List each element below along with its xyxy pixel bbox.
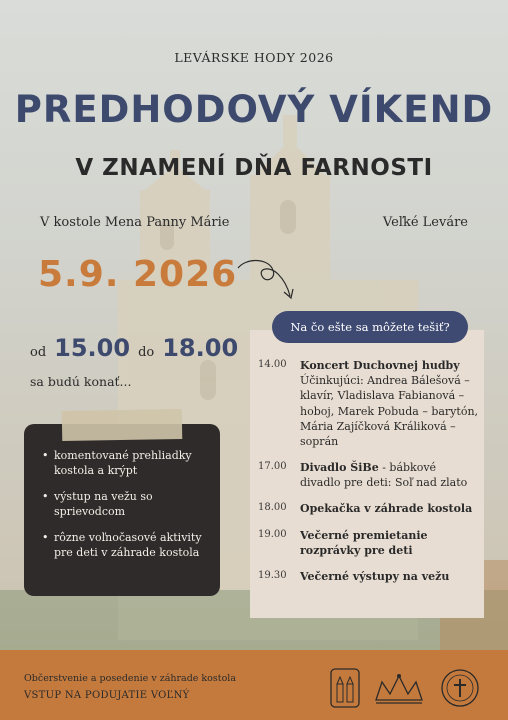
church-name: V kostole Mena Panny Márie [40,215,230,230]
schedule-time: 14.00 [258,359,287,370]
footer-bar [0,650,508,720]
schedule-item [258,528,480,558]
schedule-detail: Účinkujúci: Andrea Bálešová – klavír, Vladislava Fabianová – hoboj, Marek Pobuda – barytón, Mária Zajíčková Králiková – soprán [300,374,479,448]
time-to-label: do [138,345,155,360]
schedule-time: 19.30 [258,569,287,581]
schedule-heading: Na čo ešte sa môžete tešiť? [272,311,468,343]
schedule-title: Večerné premietanie rozprávky pre deti [300,528,428,557]
time-range [30,334,238,362]
schedule-item [258,358,480,449]
time-note: sa budú konať... [30,374,132,389]
schedule-time: 19.00 [258,528,287,540]
time-to: 18.00 [162,334,239,362]
event-date: 5.9. 2026 [38,254,238,295]
schedule-title: Divadlo ŠiBe [300,461,379,475]
activities-box [24,424,220,596]
schedule-item [258,501,480,516]
schedule-item [258,460,480,490]
footer-entry: VSTUP NA PODUJATIE VOĽNÝ [24,690,190,701]
activity-item: • komentované prehliadky kostola a krýpt [42,448,206,479]
parish-seal-icon [440,668,480,708]
footer-refreshments: Občerstvenie a posedenie v záhrade kostola [24,673,237,684]
church-logo-icon [330,668,360,708]
event-label: LEVÁRSKE HODY 2026 [174,50,334,65]
schedule-time: 18.00 [258,502,287,514]
schedule-title: Večerné výstupy na vežu [300,569,450,583]
activity-item: • rôzne voľnočasové aktivity pre deti v záhrade kostola [42,530,206,561]
time-from-label: od [30,345,47,360]
curved-arrow-icon [236,258,296,308]
page-title: PREDHODOVÝ VÍKEND [14,88,494,131]
schedule-item [258,569,480,584]
schedule-title: Koncert Duchovnej hudby [300,359,460,372]
page-subtitle: V ZNAMENÍ DŇA FARNOSTI [75,155,433,181]
town-name: Veľké Leváre [382,215,468,230]
time-from: 15.00 [54,334,131,362]
schedule-time: 17.00 [258,461,287,473]
activity-item: • výstup na vežu so sprievodcom [42,489,206,520]
schedule-list [258,358,480,595]
crown-logo-icon [372,668,426,708]
schedule-title: Opekačka v záhrade kostola [300,502,473,516]
tape-decoration [62,409,183,441]
schedule-detail: - bábkové divadlo pre deti: Soľ nad zlato [300,461,468,490]
